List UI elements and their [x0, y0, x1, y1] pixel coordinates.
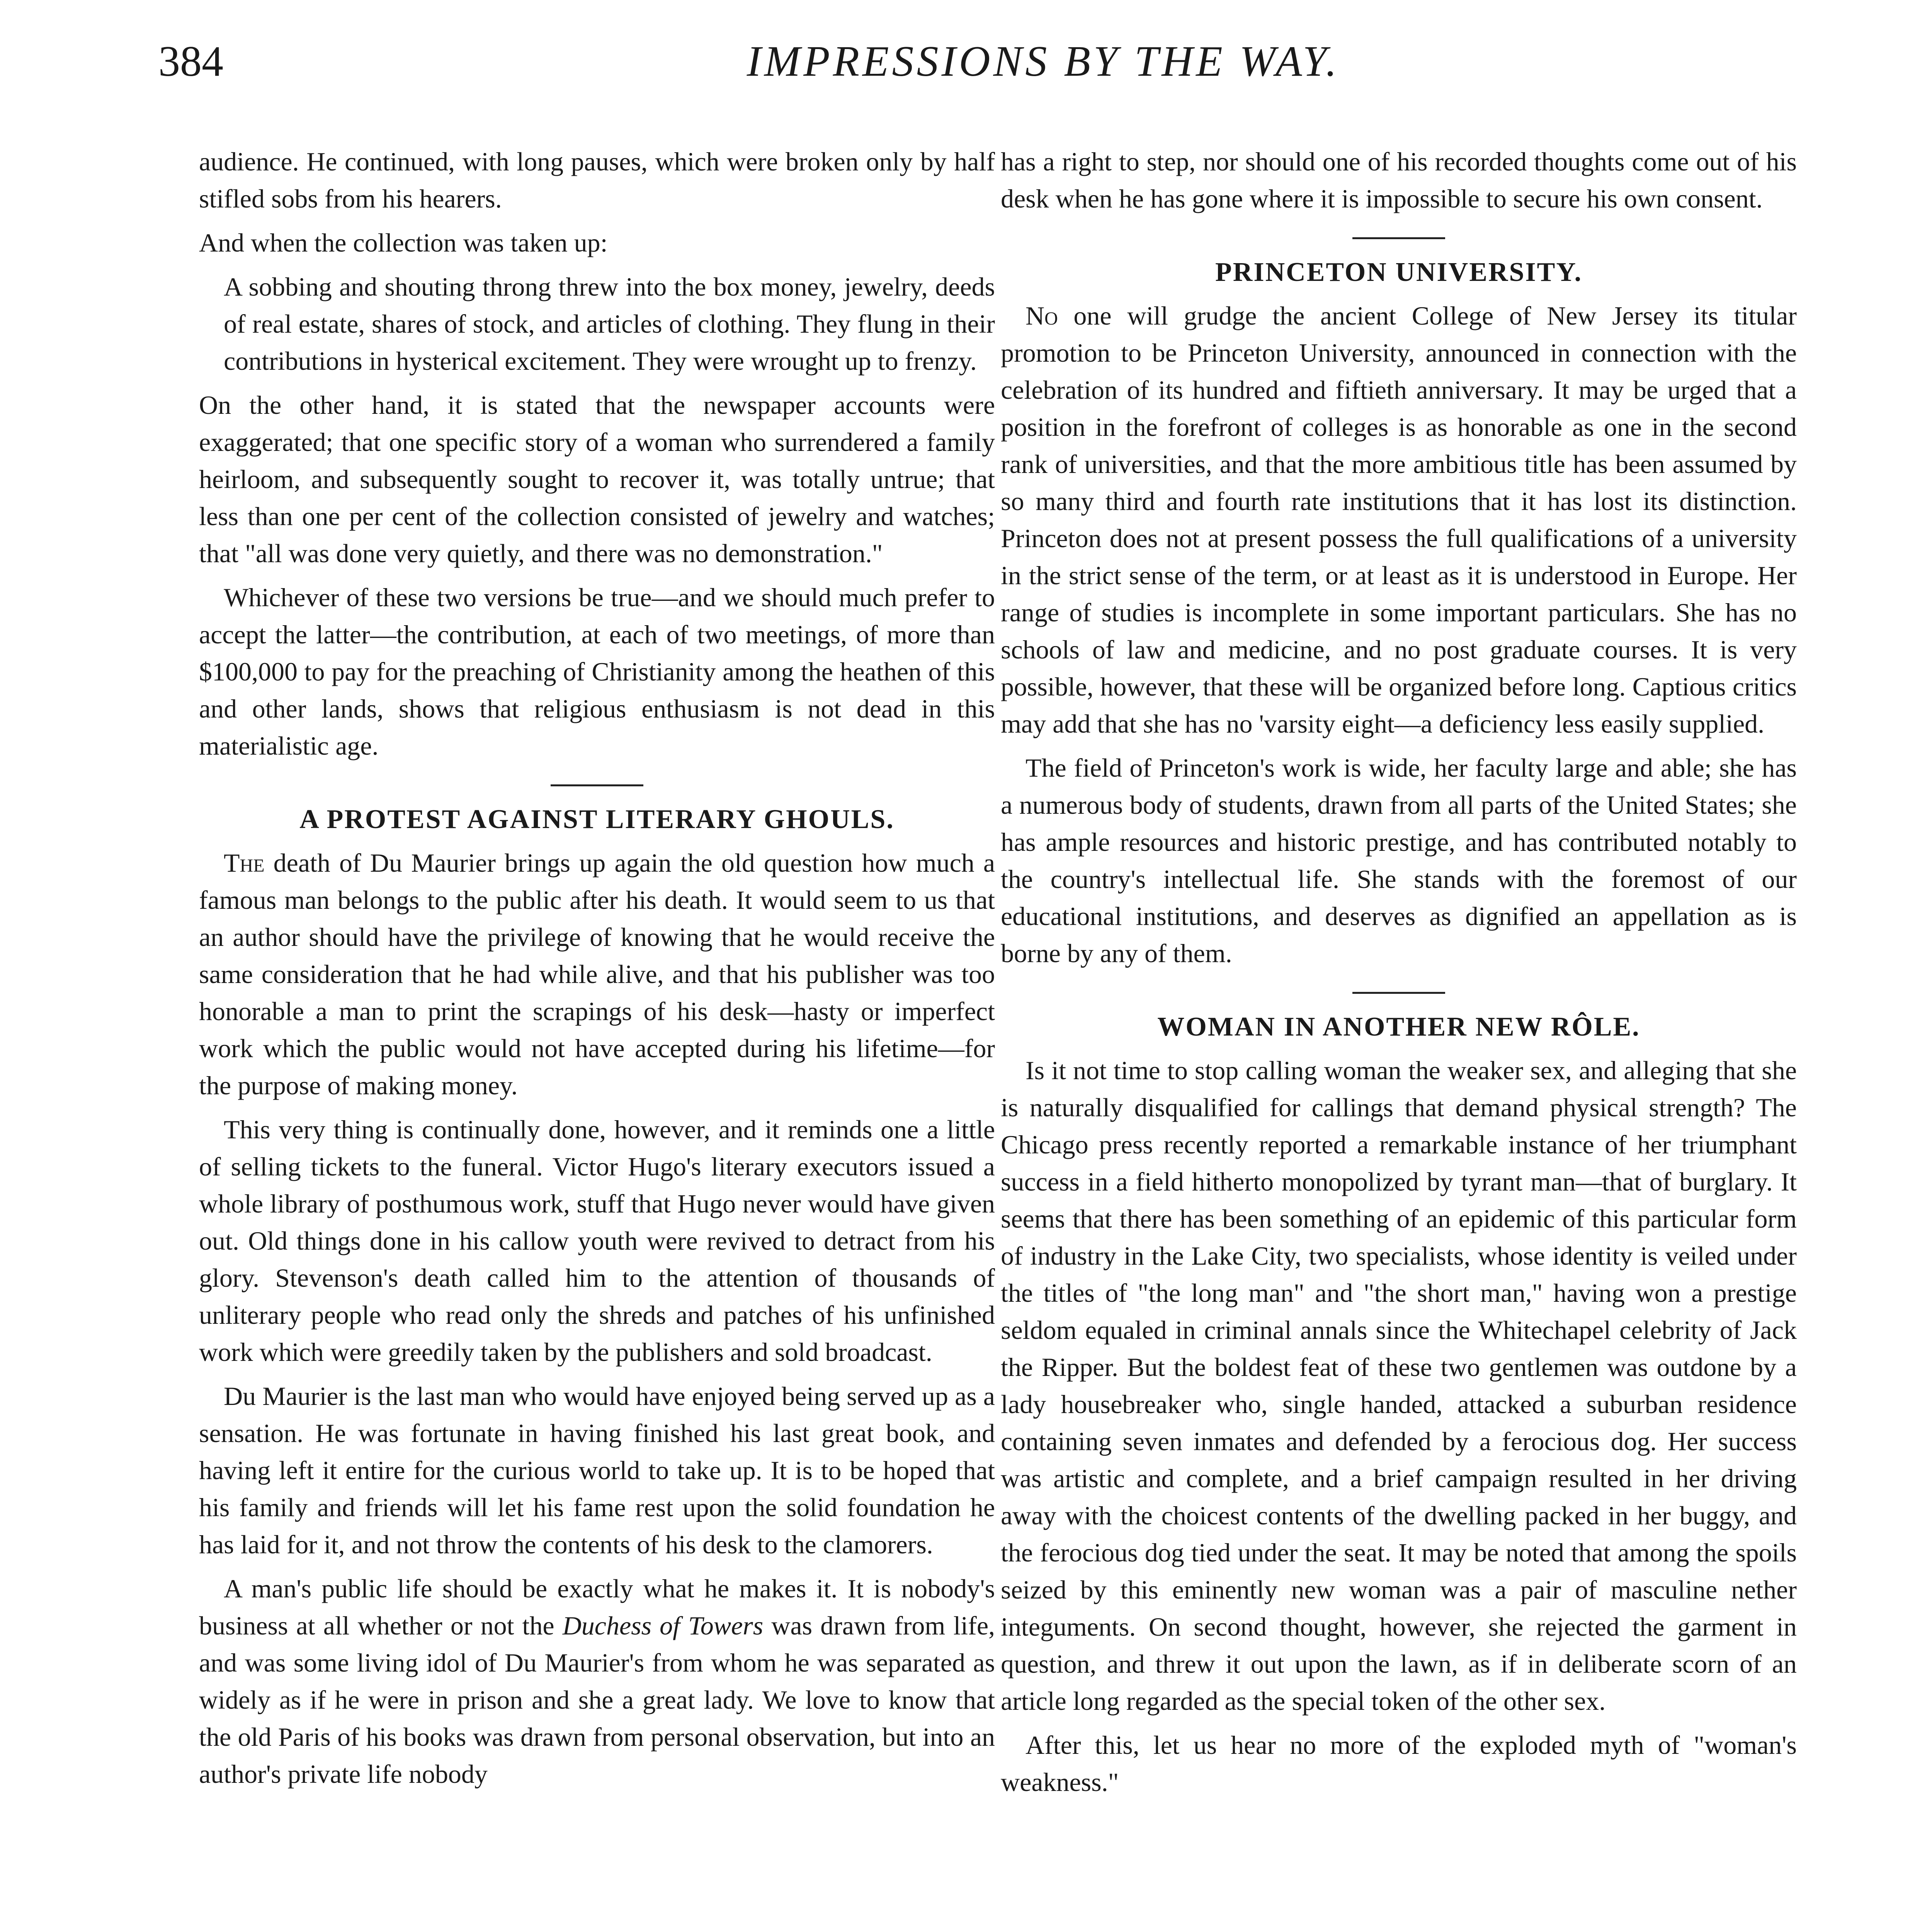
book-title: Duchess of Towers	[562, 1611, 764, 1640]
paragraph: After this, let us hear no more of the exploded myth of "woman's weakness."	[1001, 1730, 1797, 1797]
paragraph-text: was drawn from life, and was some living idol of Du Maurier's from whom he was separated as widely as if he were in prison and she a great lady. We love to know that the old Paris of his books was drawn from personal observation, but into an author's private life nobody	[199, 1611, 995, 1789]
paragraph-text: A man's public life should be exactly what he makes it. It is nobody's business at all whether or not the	[199, 1574, 995, 1640]
right-column	[1001, 143, 1797, 1808]
paragraph-text: one will grudge the ancient College of New Jersey its titular promotion to be Princeton University, announced in connection with the celebration of its hundred and fiftieth anniversary. It may be urged that a position in the forefront of colleges is as honorable as one in the second rank of universities, and that the more ambitious title has been assumed by so many third and fourth rate institutions that it has lost its distinction. Princeton does not at present possess the full qualifications of a university in the strict sense of the term, or at least as it is understood in Europe. Her range of studies is incomplete in some important particulars. She has no schools of law and medicine, and no post graduate courses. It is very possible, however, that these will be organized before long. Captious critics may add that she has no 'varsity eight—a deficiency less easily supplied.	[1001, 301, 1797, 738]
running-title: IMPRESSIONS BY THE WAY.	[747, 37, 1340, 85]
paragraph	[1001, 297, 1797, 742]
section-title-princeton: PRINCETON UNIVERSITY.	[1215, 257, 1582, 287]
paragraph: Is it not time to stop calling woman the weaker sex, and alleging that she is naturally disqualified for callings that demand physical strength? The Chicago press recently reported a remarkable instance of her triumphant success in a field hitherto monopolized by tyrant man—that of burglary. It seems that there has been something of an epidemic of this particular form of industry in the Lake City, two specialists, whose identity is veiled under the titles of "the long man" and "the short man," having won a prestige seldom equaled in criminal annals since the Whitechapel celebrity of Jack the Ripper. But the boldest feat of these two gentlemen was outdone by a lady housebreaker who, single handed, attacked a suburban residence containing seven inmates and defended by a ferocious dog. Her success was artistic and complete, and a brief campaign resulted in her driving away with the choicest contents of the dwelling packed in her buggy, and the ferocious dog tied under the seat. It may be noted that among the spoils seized by this eminently new woman was a pair of masculine nether integuments. On second thought, however, she rejected the garment in question, and threw it out upon the lawn, as if in deliberate scorn of an article long regarded as the special token of the other sex.	[1001, 1056, 1797, 1716]
paragraph	[199, 844, 995, 1104]
left-column	[199, 143, 995, 1799]
paragraph: And when the collection was taken up:	[199, 228, 608, 257]
paragraph	[199, 1570, 995, 1793]
section-divider	[1352, 992, 1445, 994]
section-divider	[551, 784, 643, 786]
lead-word: The	[224, 848, 265, 878]
section-title-literary-ghouls: A PROTEST AGAINST LITERARY GHOULS.	[299, 804, 895, 834]
section-divider	[1352, 237, 1445, 239]
block-quote: A sobbing and shouting throng threw into the box money, jewelry, deeds of real estate, shares of stock, and articles of clothing. They flung in their contributions in hysterical excitement. They were wrought up to frenzy.	[224, 272, 995, 376]
paragraph: audience. He continued, with long pauses, which were broken only by half stifled sobs from his hearers.	[199, 147, 995, 213]
paragraph: The field of Princeton's work is wide, her faculty large and able; she has a numerous body of students, drawn from all parts of the United States; she has ample resources and historic prestige, and has contributed notably to the country's intellectual life. She stands with the foremost of our educational institutions, and deserves as dignified an appellation as is borne by any of them.	[1001, 753, 1797, 968]
page-number: 384	[158, 37, 223, 85]
section-title-woman-new-role: WOMAN IN ANOTHER NEW RÔLE.	[1157, 1012, 1640, 1042]
lead-word: No	[1026, 301, 1058, 330]
paragraph: has a right to step, nor should one of his recorded thoughts come out of his desk when he has gone where it is impossible to secure his own consent.	[1001, 147, 1797, 213]
paragraph: Du Maurier is the last man who would have enjoyed being served up as a sensation. He was fortunate in having finished his last great book, and having left it entire for the curious world to take up. It is to be hoped that his family and friends will let his fame rest upon the solid foundation he has laid for it, and not throw the contents of his desk to the clamorers.	[199, 1381, 995, 1559]
page-header	[0, 0, 1932, 116]
paragraph-text: death of Du Maurier brings up again the old question how much a famous man belongs to the public after his death. It would seem to us that an author should have the privilege of knowing that he would receive the same consideration that he had while alive, and that his publisher was too honorable a man to print the scrapings of his desk—hasty or imperfect work which the public would not have accepted during his lifetime—for the purpose of making money.	[199, 848, 995, 1100]
paragraph: Whichever of these two versions be true—and we should much prefer to accept the latter—the contribution, at each of two meetings, of more than $100,000 to pay for the preaching of Christianity among the heathen of this and other lands, shows that religious enthusiasm is not dead in this materialistic age.	[199, 583, 995, 760]
paragraph: On the other hand, it is stated that the newspaper accounts were exaggerated; that one specific story of a woman who surrendered a family heirloom, and subsequently sought to recover it, was totally untrue; that less than one per cent of the collection consisted of jewelry and watches; that "all was done very quietly, and there was no demonstration."	[199, 390, 995, 568]
paragraph: This very thing is continually done, however, and it reminds one a little of selling tickets to the funeral. Victor Hugo's literary executors issued a whole library of posthumous work, stuff that Hugo never would have given out. Old things done in his callow youth were revived to detract from his glory. Stevenson's death called him to the attention of thousands of unliterary people who read only the shreds and patches of his unfinished work which were greedily taken by the publishers and sold broadcast.	[199, 1115, 995, 1367]
